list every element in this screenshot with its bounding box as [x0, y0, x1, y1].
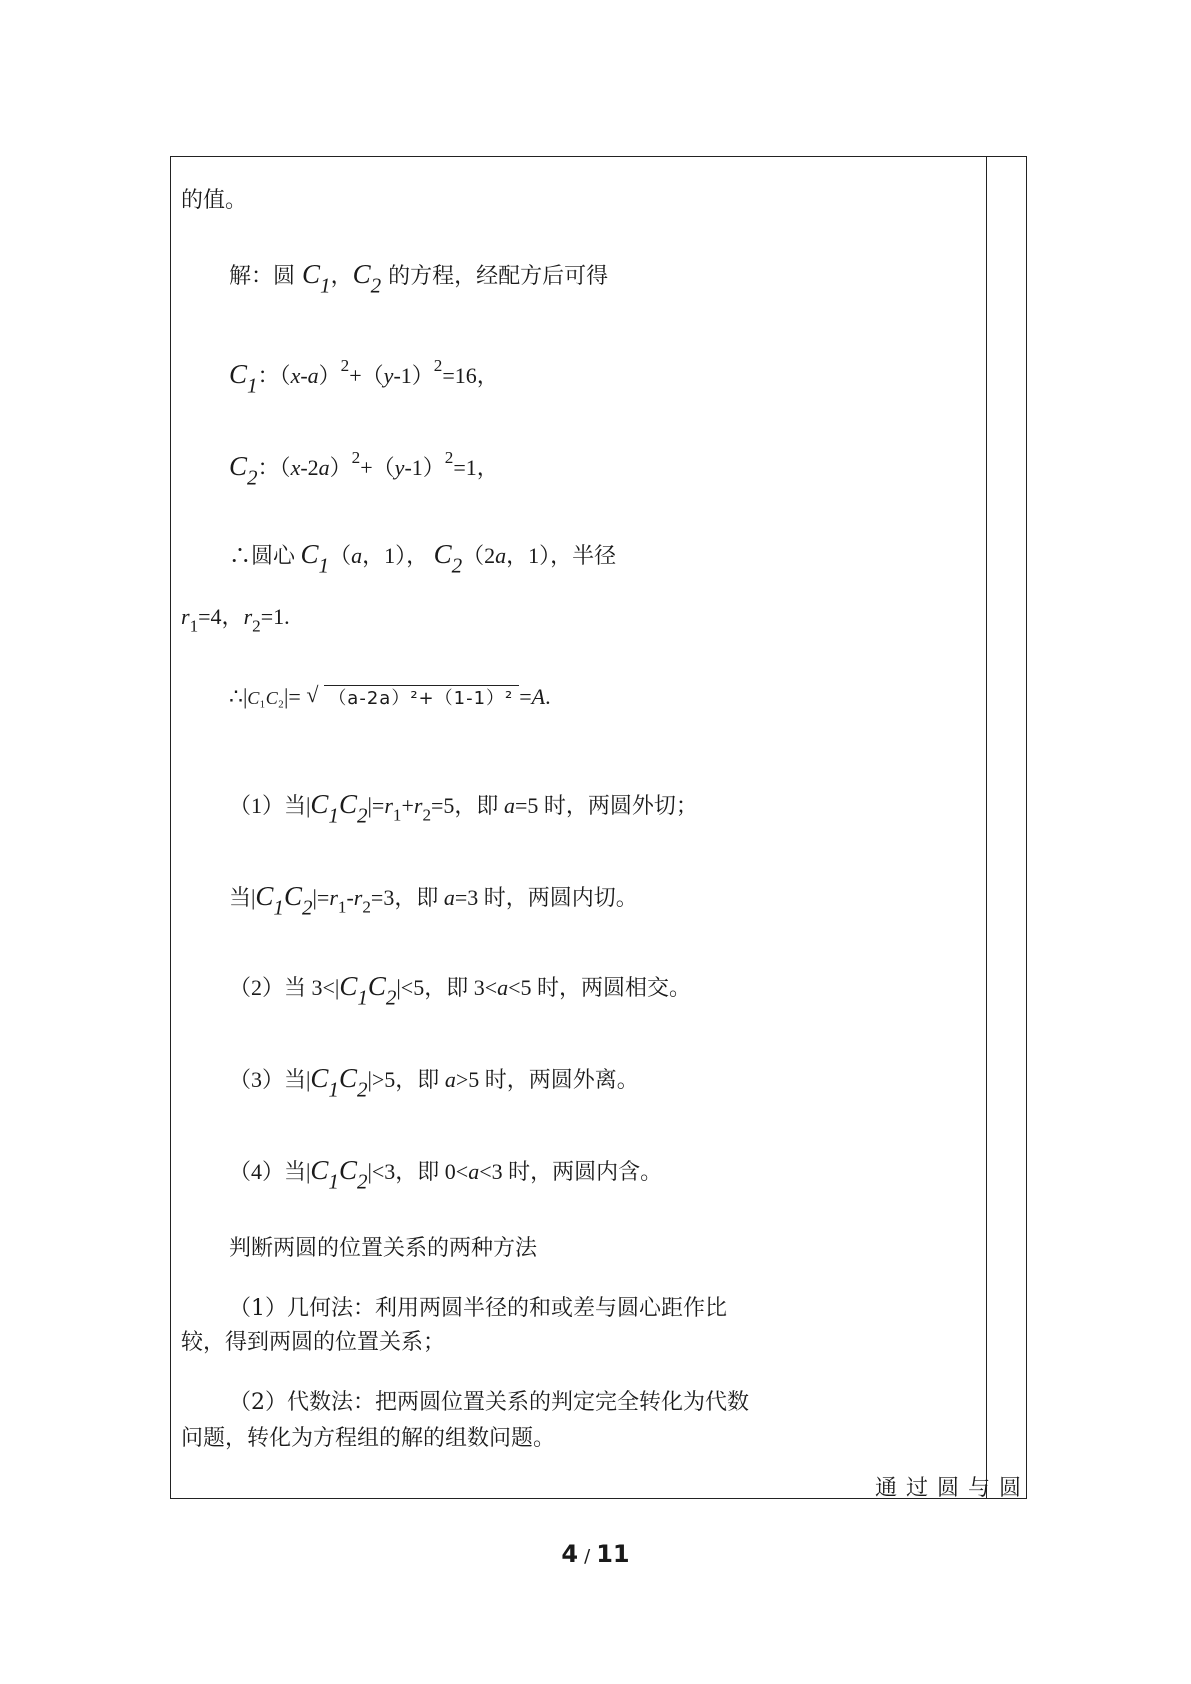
- method-title: 判断两圆的位置关系的两种方法: [229, 1236, 538, 1261]
- case-1: （1）当$|C_1C_2|=r_1+r_2=5$，即 a=5 时，两圆外切；: [229, 789, 698, 828]
- solution-intro-text: 的方程，经配方后可得: [388, 264, 609, 289]
- c1-equation: $C_1$：$(x-a)^2+(y-1)^2=16$，: [229, 356, 499, 398]
- page-number: [0, 1540, 1191, 1568]
- case-1b: 当$|C_1C_2|=r_1-r_2=3$，即 a=3 时，两圆内切。: [229, 881, 638, 920]
- solution-intro: [229, 258, 608, 299]
- case-2: （2）当 $3<|C_1C_2|<5$，即 3<a<5 时，两圆相交。: [229, 971, 692, 1010]
- current-page: 4: [561, 1540, 579, 1568]
- continuation-text: 的值。: [181, 188, 248, 213]
- page-separator: /: [584, 1546, 591, 1567]
- centers-line: ∴圆心 $C_1(a$，1）， $C_2(2a$，1），半径: [229, 539, 617, 578]
- solution-label: 解：圆: [229, 264, 296, 289]
- case-4: （4）当$|C_1C_2|<3$，即 0<a<3 时，两圆内含。: [229, 1155, 663, 1194]
- distance-line: ∴|C₁C₂|= √ （a-2a）²+（1-1）² =A.: [229, 682, 551, 709]
- method-2a: （2）代数法：把两圆位置关系的判定完全转化为代数: [229, 1390, 749, 1415]
- method-1a: （1）几何法：利用两圆半径的和或差与圆心距作比: [229, 1296, 727, 1321]
- c2-symbol: $C_2$: [352, 259, 382, 298]
- c2-equation: $C_2$：$(x-2a)^2+(y-1)^2=1$，: [229, 448, 499, 490]
- method-1b: 较，得到两圆的位置关系；: [181, 1330, 446, 1355]
- comma: ，: [330, 264, 353, 289]
- radii-line: $r_1=4$，$r_2=1$.: [181, 604, 290, 636]
- c1-symbol: $C_1$: [302, 259, 331, 298]
- case-3: （3）当$|C_1C_2|>5$，即 a>5 时，两圆外离。: [229, 1063, 639, 1102]
- column-divider: [986, 157, 987, 1498]
- sqrt-expression: √ （a-2a）²+（1-1）²: [306, 684, 519, 710]
- text-line-1: [181, 188, 247, 214]
- therefore-center: ∴圆心: [229, 543, 296, 568]
- side-note: 通过圆与圆: [875, 1476, 1031, 1501]
- method-2b: 问题，转化为方程组的解的组数问题。: [181, 1426, 556, 1451]
- total-pages: 11: [596, 1540, 630, 1568]
